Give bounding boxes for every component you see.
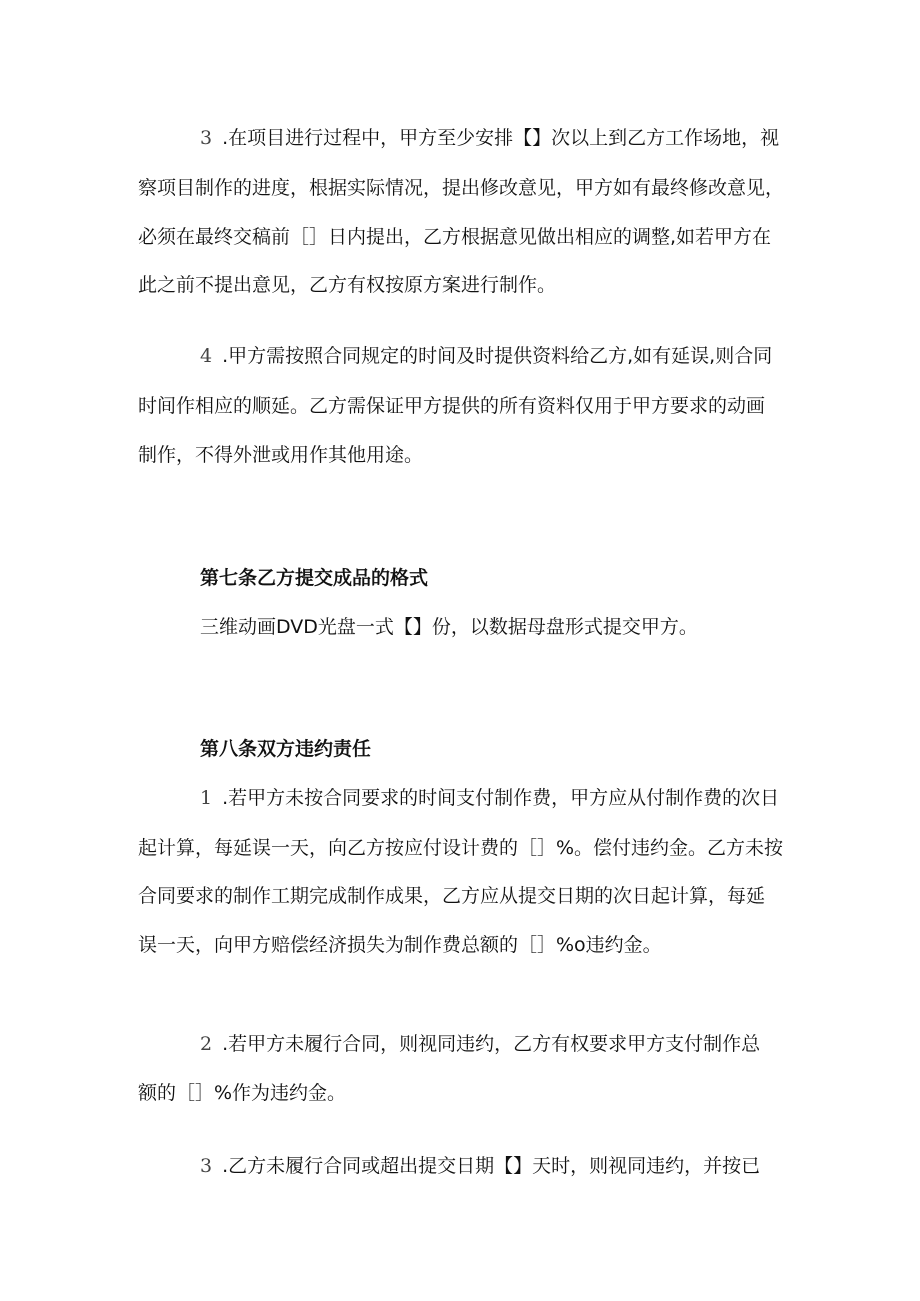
article-8-item-1-line-4: 误一天，向甲方赔偿经济损失为制作费总额的［］%o违约金。 [138, 934, 662, 956]
article-8-item-2-text: .若甲方未履行合同，则视同违约，乙方有权要求甲方支付制作总 [222, 1033, 761, 1055]
article-8-item-1-line-3: 合同要求的制作工期完成制作成果，乙方应从提交日期的次日起计算，每延 [138, 885, 766, 907]
article-7-title: 第七条乙方提交成品的格式 [200, 567, 429, 589]
paragraph-3-line-4: 此之前不提出意见，乙方有权按原方案进行制作。 [138, 274, 557, 296]
paragraph-3-line-2: 察项目制作的进度，根据实际情况，提出修改意见，甲方如有最终修改意见， [138, 177, 785, 199]
article-7-body: 三维动画DVD光盘一式【】份，以数据母盘形式提交甲方。 [200, 616, 698, 638]
article-8-item-2-line-2: 额的［］%作为违约金。 [138, 1082, 347, 1104]
paragraph-4-text: .甲方需按照合同规定的时间及时提供资料给乙方,如有延误,则合同 [222, 345, 773, 367]
article-8-item-1-line-2: 起计算，每延误一天，向乙方按应付设计费的［］%。偿付违约金。乙方未按 [138, 837, 784, 859]
article-8-title: 第八条双方违约责任 [200, 738, 372, 760]
paragraph-4-line-2: 时间作相应的顺延。乙方需保证甲方提供的所有资料仅用于甲方要求的动画 [138, 395, 766, 417]
paragraph-3-text: .在项目进行过程中，甲方至少安排【】次以上到乙方工作场地，视 [222, 127, 780, 149]
article-8-item-3-text: .乙方未履行合同或超出提交日期【】天时，则视同违约，并按已 [222, 1155, 761, 1177]
paragraph-3-line-1 [200, 125, 779, 151]
article-8-item-1-number: 1 [200, 787, 213, 809]
paragraph-4-number: 4 [200, 345, 213, 367]
article-8-item-3-line-1 [200, 1153, 760, 1179]
paragraph-3-line-3: 必须在最终交稿前［］日内提出，乙方根据意见做出相应的调整,如若甲方在 [138, 226, 772, 248]
article-8-item-2-line-1 [200, 1031, 760, 1057]
article-8-item-3-number: 3 [200, 1155, 213, 1177]
article-8-item-1-text: .若甲方未按合同要求的时间支付制作费，甲方应从付制作费的次日 [222, 787, 780, 809]
article-8-item-2-number: 2 [200, 1033, 213, 1055]
paragraph-3-number: 3 [200, 127, 213, 149]
paragraph-4-line-3: 制作，不得外泄或用作其他用途。 [138, 444, 424, 466]
paragraph-4-line-1 [200, 343, 772, 369]
article-8-item-1-line-1 [200, 785, 779, 811]
